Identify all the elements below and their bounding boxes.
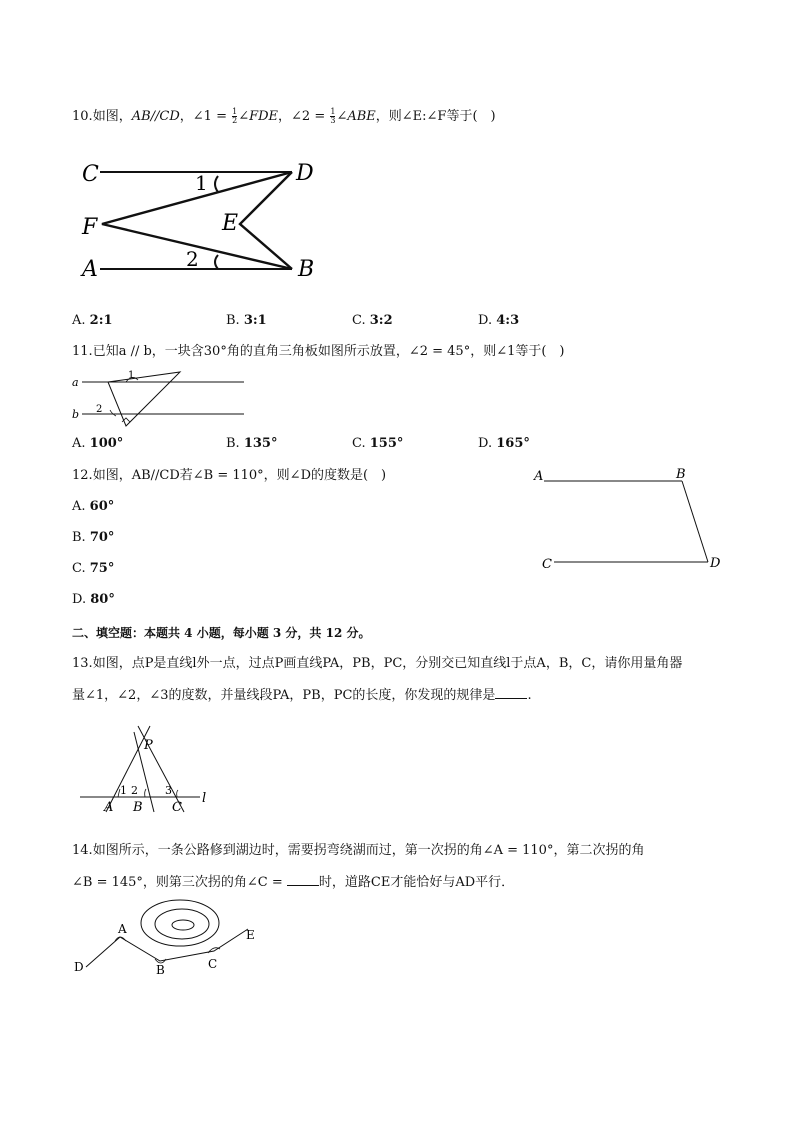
q11-option-a[interactable] — [72, 436, 123, 451]
q10-label-b: B — [298, 257, 315, 282]
option-letter: B. — [72, 530, 86, 545]
q13-label-angle1: 1 — [120, 784, 127, 797]
q10-label-c: C — [82, 162, 99, 187]
option-letter: A. — [72, 313, 86, 328]
q10-label-d: D — [296, 161, 314, 186]
q14-label-c: C — [208, 957, 218, 971]
q13-label-a: A — [104, 800, 114, 815]
option-value: 100° — [89, 436, 124, 451]
q10-parallel: AB//CD — [131, 109, 180, 124]
q13-label-angle2: 2 — [131, 784, 138, 797]
q14-answer-blank[interactable] — [287, 873, 319, 886]
q10-abe: ∠ABE — [336, 109, 376, 124]
option-value: 135° — [243, 436, 278, 451]
q10-figure — [78, 152, 328, 282]
q13-number: 13. — [72, 656, 93, 671]
q12-option-b[interactable] — [72, 530, 114, 545]
q12-text: 如图，AB//CD若∠B = 110°，则∠D的度数是( ) — [92, 468, 387, 483]
option-letter: D. — [478, 436, 493, 451]
q10-option-a[interactable] — [72, 313, 113, 328]
q10-option-b[interactable] — [226, 313, 267, 328]
q14-text-line2a: ∠B = 145°，则第三次拐的角∠C = — [72, 875, 287, 890]
q14-label-b: B — [156, 963, 165, 977]
q14-number: 14. — [72, 843, 93, 858]
q11-number: 11. — [72, 344, 93, 359]
option-letter: C. — [352, 313, 366, 328]
option-value: 60° — [89, 499, 115, 514]
q11-label-a: a — [72, 376, 79, 389]
q10-fde: ∠FDE — [238, 109, 279, 124]
q12-option-c[interactable] — [72, 561, 114, 576]
q14-text-line2b: 时，道路CE才能恰好与AD平行． — [318, 875, 515, 890]
option-value: 165° — [496, 436, 530, 451]
q12-option-d[interactable] — [72, 592, 115, 607]
q14-text-line1: 如图所示，一条公路修到湖边时，需要拐弯绕湖而过，第一次拐的角∠A = 110°，第二次拐的角 — [92, 843, 645, 858]
option-letter: C. — [352, 436, 366, 451]
option-letter: D. — [72, 592, 87, 607]
q13-label-angle3: 3 — [165, 784, 172, 797]
q13-period: . — [527, 688, 532, 703]
option-value: 4:3 — [496, 313, 520, 328]
q13-line1 — [72, 655, 682, 673]
q12-figure — [528, 462, 728, 574]
q11-text: 已知a // b，一块含30°角的直角三角板如图所示放置，∠2 = 45°，则∠1等于( ) — [92, 344, 565, 359]
option-letter: B. — [226, 436, 240, 451]
q11-stem — [72, 343, 565, 361]
q10-angle2: ，∠2 = — [278, 109, 330, 124]
q13-label-b: B — [133, 800, 143, 815]
option-value: 75° — [89, 561, 115, 576]
q10-label-f: F — [82, 215, 98, 240]
q13-label-l: l — [202, 791, 207, 806]
option-letter: B. — [226, 313, 240, 328]
option-letter: A. — [72, 436, 86, 451]
q10-angle1: ，∠1 = — [179, 109, 232, 124]
q12-label-a: A — [534, 469, 544, 484]
q13-label-p: P — [144, 738, 153, 753]
q13-text-line2: 量∠1，∠2，∠3的度数，并量线段PA，PB，PC的长度，你发现的规律是 — [72, 688, 496, 703]
q13-text-line1: 如图，点P是直线l外一点，过点P画直线PA，PB，PC，分别交已知直线l于点A，B，C，请你用量角器 — [92, 656, 683, 671]
q12-option-a[interactable] — [72, 499, 114, 514]
option-value: 2:1 — [89, 313, 113, 328]
option-value: 3:1 — [243, 313, 267, 328]
q11-option-b[interactable] — [226, 436, 277, 451]
q10-label-a: A — [82, 257, 98, 282]
q10-tail: ，则∠E:∠F等于( ) — [375, 109, 496, 124]
option-letter: A. — [72, 499, 86, 514]
q13-figure — [74, 722, 220, 818]
q14-line2 — [72, 873, 514, 892]
q10-option-d[interactable] — [478, 313, 519, 328]
q11-option-d[interactable] — [478, 436, 530, 451]
frac2-num: 1 — [330, 107, 336, 116]
q10-number: 10. — [72, 109, 93, 124]
q10-label-angle2: 2 — [186, 247, 199, 271]
q11-label-b: b — [72, 408, 80, 421]
q12-label-b: B — [676, 467, 686, 482]
option-value: 70° — [89, 530, 115, 545]
q13-answer-blank[interactable] — [495, 686, 527, 699]
q10-text-a: 如图， — [92, 109, 132, 124]
q11-label-angle1: 1 — [128, 370, 135, 381]
q14-figure — [70, 895, 270, 979]
q13-label-c: C — [172, 800, 182, 815]
q10-stem — [72, 108, 496, 126]
q11-figure — [70, 366, 250, 428]
q14-line1 — [72, 842, 644, 860]
q12-stem — [72, 467, 386, 485]
q10-option-c[interactable] — [352, 313, 393, 328]
q12-label-c: C — [542, 557, 552, 572]
option-value: 155° — [369, 436, 404, 451]
q10-label-e: E — [222, 211, 239, 236]
q11-label-angle2: 2 — [96, 404, 103, 415]
frac1-num: 1 — [232, 107, 238, 116]
q14-label-d: D — [74, 960, 84, 974]
section-heading: 二、填空题：本题共 4 小题，每小题 3 分，共 12 分。 — [72, 626, 371, 640]
q10-fraction-1 — [232, 108, 237, 125]
q14-label-e: E — [246, 928, 255, 942]
q10-label-angle1: 1 — [195, 171, 208, 195]
option-value: 80° — [90, 592, 115, 607]
q13-line2 — [72, 686, 532, 705]
option-letter: C. — [72, 561, 86, 576]
q12-label-d: D — [710, 556, 721, 571]
option-value: 3:2 — [369, 313, 393, 328]
q12-number: 12. — [72, 468, 93, 483]
q11-option-c[interactable] — [352, 436, 403, 451]
frac1-den: 2 — [232, 116, 238, 125]
frac2-den: 3 — [330, 116, 336, 125]
q14-label-a: A — [118, 922, 127, 936]
option-letter: D. — [478, 313, 493, 328]
q10-fraction-2 — [330, 108, 335, 125]
